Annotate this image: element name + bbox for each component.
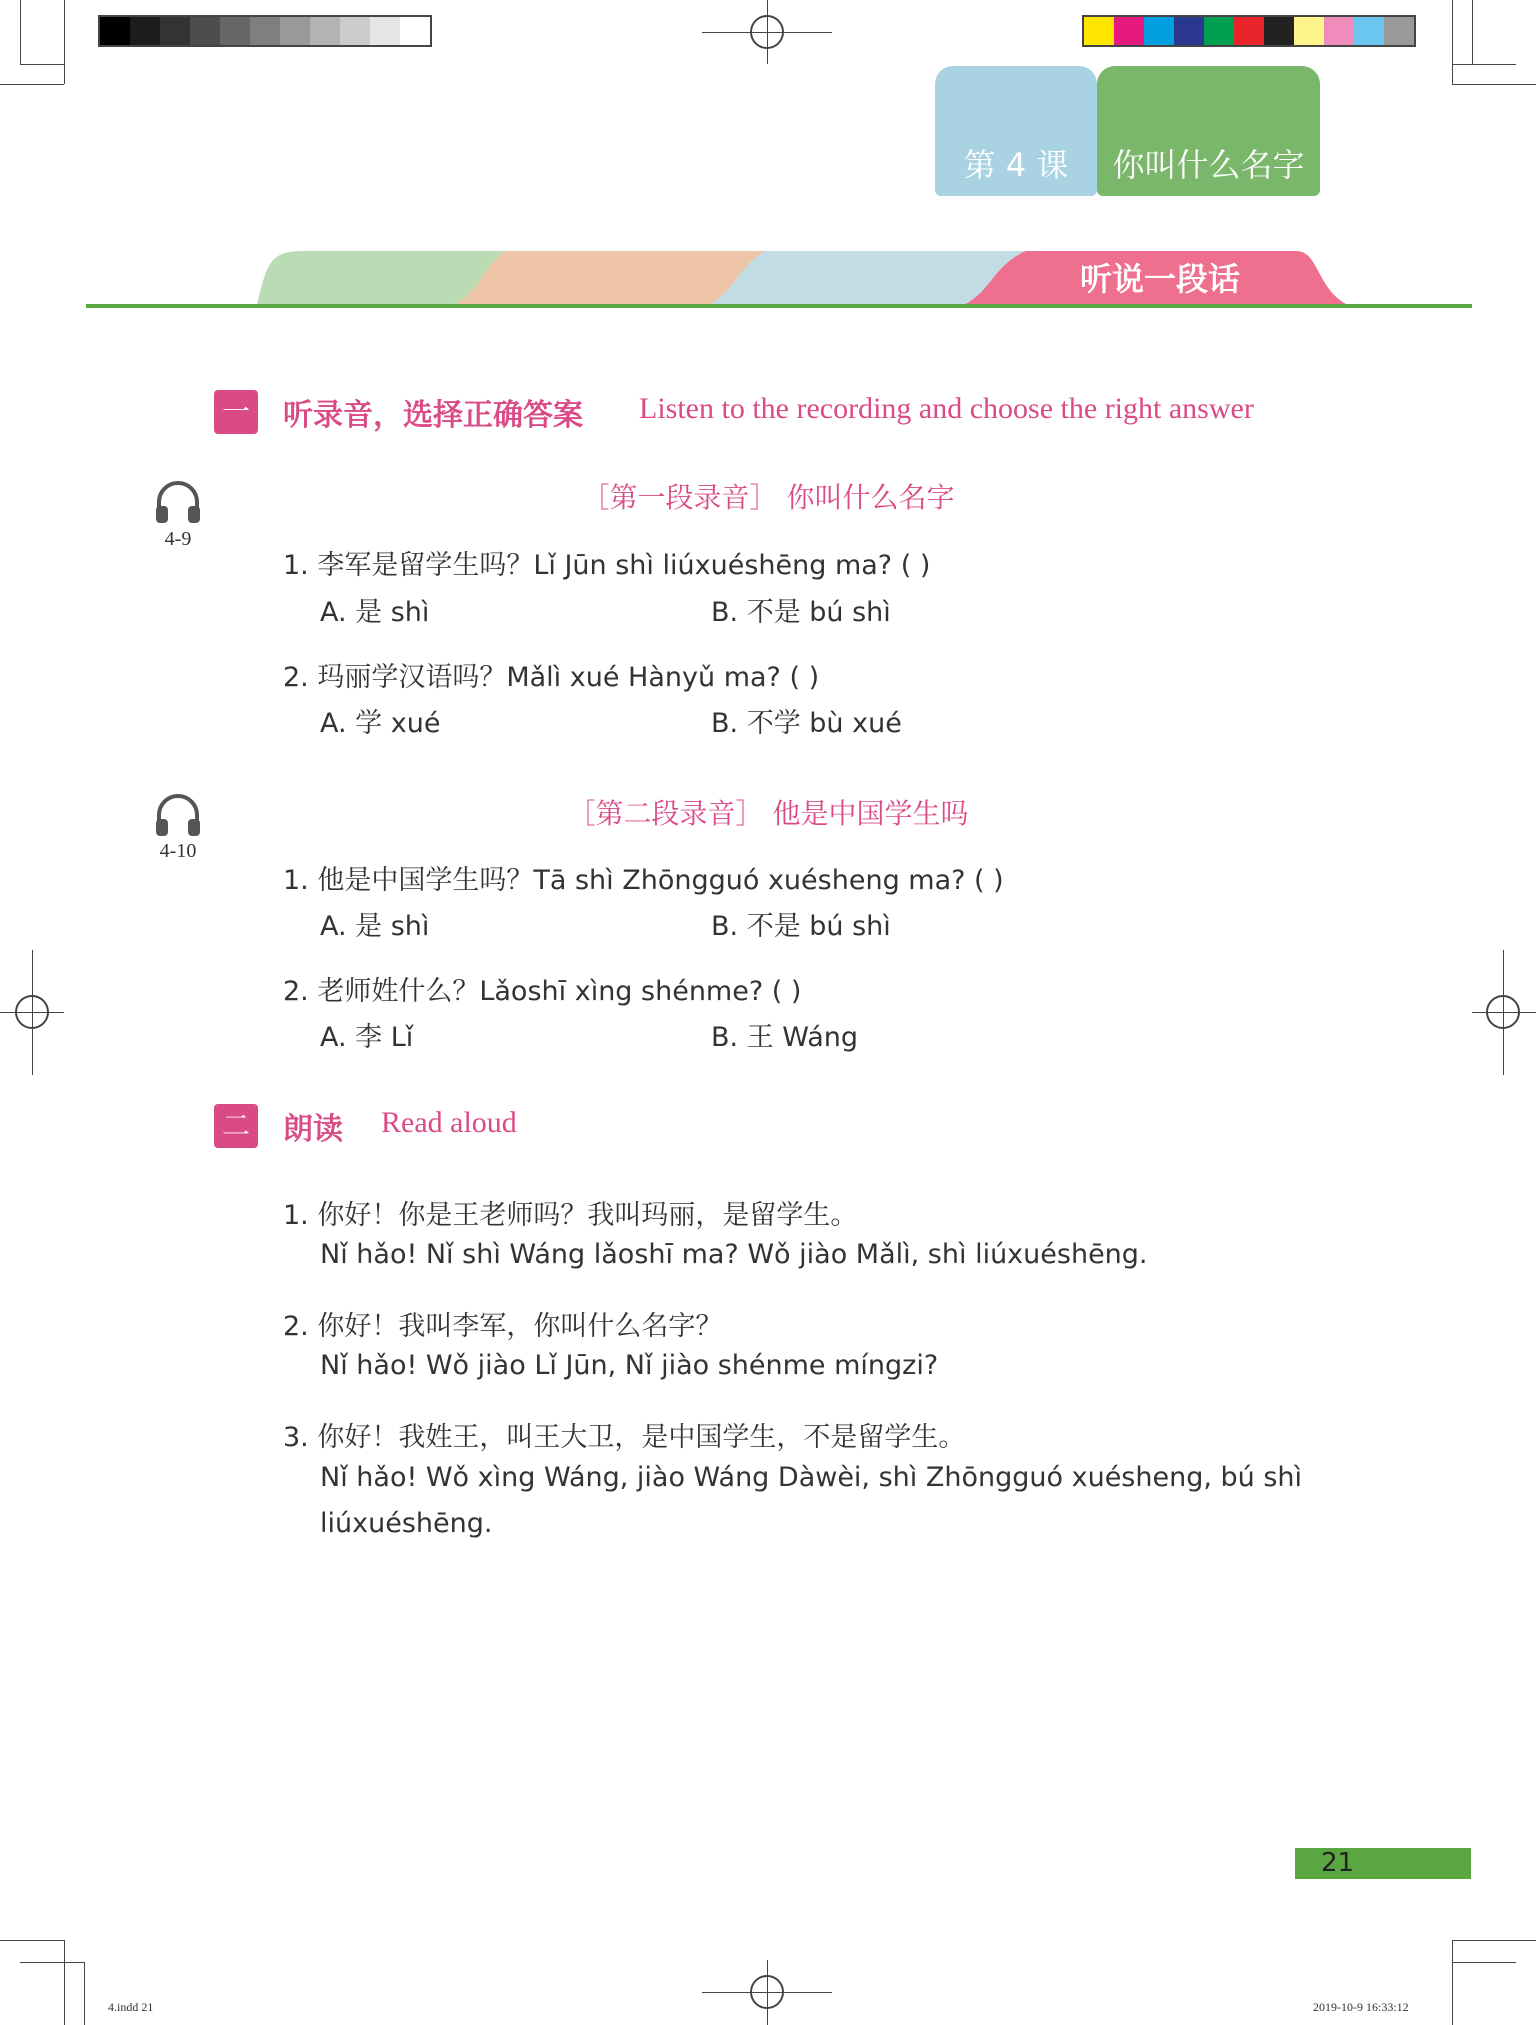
crop-mark xyxy=(1452,0,1453,84)
option-a: A. 是 shì xyxy=(320,911,430,942)
option-a: A. 是 shì xyxy=(320,597,430,628)
section-one-title-cn: 听录音，选择正确答案 xyxy=(283,398,583,433)
crop-mark xyxy=(64,1940,65,2025)
registration-mark xyxy=(750,1975,784,2009)
lesson-tab xyxy=(935,66,1097,196)
registration-mark xyxy=(15,995,49,1029)
track-number: 4-10 xyxy=(159,840,197,862)
crop-mark xyxy=(1472,0,1473,64)
crop-mark xyxy=(0,1940,64,1941)
reading-sentence: 3. 你好！我姓王，叫王大卫，是中国学生，不是留学生。 xyxy=(283,1422,966,1453)
crop-mark xyxy=(20,1962,84,1963)
crop-mark xyxy=(1452,64,1516,65)
crop-mark xyxy=(1452,1962,1516,1963)
timestamp: 2019-10-9 16:33:12 xyxy=(1313,2000,1409,2014)
title-tab-label: 你叫什么名字 xyxy=(1112,146,1305,184)
file-name: 4.indd 21 xyxy=(108,2000,154,2014)
option-b: B. 不学 bù xué xyxy=(711,708,902,739)
question: 1. 李军是留学生吗？Lǐ Jūn shì liúxuéshēng ma? ( ) xyxy=(283,550,931,581)
page-number: 21 xyxy=(1321,1848,1355,1878)
section-two-title-cn: 朗读 xyxy=(283,1112,343,1147)
option-b: B. 不是 bú shì xyxy=(711,911,891,942)
crop-mark xyxy=(1452,1940,1536,1941)
section-two-title-en: Read aloud xyxy=(381,1106,517,1139)
option-a: A. 李 Lǐ xyxy=(320,1022,414,1053)
track-number: 4-9 xyxy=(164,528,192,550)
registration-mark xyxy=(750,15,784,49)
crop-mark xyxy=(1452,84,1536,85)
crop-mark xyxy=(64,0,65,84)
part-heading: ［第二段录音］ 他是中国学生吗 xyxy=(567,797,969,830)
reading-pinyin: Nǐ hǎo! Nǐ shì Wáng lǎoshī ma? Wǒ jiào Mǎlì, shì liúxuéshēng. xyxy=(320,1239,1148,1270)
reading-pinyin: Nǐ hǎo! Wǒ jiào Lǐ Jūn, Nǐ jiào shénme míngzi? xyxy=(320,1350,939,1381)
banner-title: 听说一段话 xyxy=(1079,260,1240,298)
reading-pinyin: Nǐ hǎo! Wǒ xìng Wáng, jiào Wáng Dàwèi, shì Zhōngguó xuésheng, bú shì xyxy=(320,1462,1303,1493)
question: 1. 他是中国学生吗？Tā shì Zhōngguó xuésheng ma? ( ) xyxy=(283,865,1004,896)
title-tab xyxy=(1097,66,1320,196)
section-one-number: 一 xyxy=(214,390,258,434)
registration-mark xyxy=(1486,995,1520,1029)
page-number-box xyxy=(1295,1848,1471,1879)
option-b: B. 王 Wáng xyxy=(711,1022,859,1053)
crop-mark xyxy=(20,64,64,65)
question: 2. 玛丽学汉语吗？Mǎlì xué Hànyǔ ma? ( ) xyxy=(283,662,820,693)
lesson-tab-label: 第 4 课 xyxy=(963,146,1069,184)
option-a: A. 学 xué xyxy=(320,708,441,739)
crop-mark xyxy=(20,0,21,64)
part-heading: ［第一段录音］ 你叫什么名字 xyxy=(581,481,955,514)
crop-mark xyxy=(0,84,64,85)
option-b: B. 不是 bú shì xyxy=(711,597,891,628)
color-bar xyxy=(1082,15,1416,47)
reading-sentence: 2. 你好！我叫李军，你叫什么名字？ xyxy=(283,1311,723,1342)
question: 2. 老师姓什么？Lǎoshī xìng shénme? ( ) xyxy=(283,976,802,1007)
crop-mark xyxy=(84,1962,85,2025)
section-one-title-en: Listen to the recording and choose the right answer xyxy=(639,392,1254,425)
crop-mark xyxy=(1452,1940,1453,2025)
reading-pinyin: liúxuéshēng. xyxy=(320,1508,493,1539)
reading-sentence: 1. 你好！你是王老师吗？我叫玛丽，是留学生。 xyxy=(283,1200,858,1231)
grayscale-bar xyxy=(98,15,432,47)
banner-rule xyxy=(86,304,1472,308)
section-two-number: 二 xyxy=(214,1104,258,1148)
